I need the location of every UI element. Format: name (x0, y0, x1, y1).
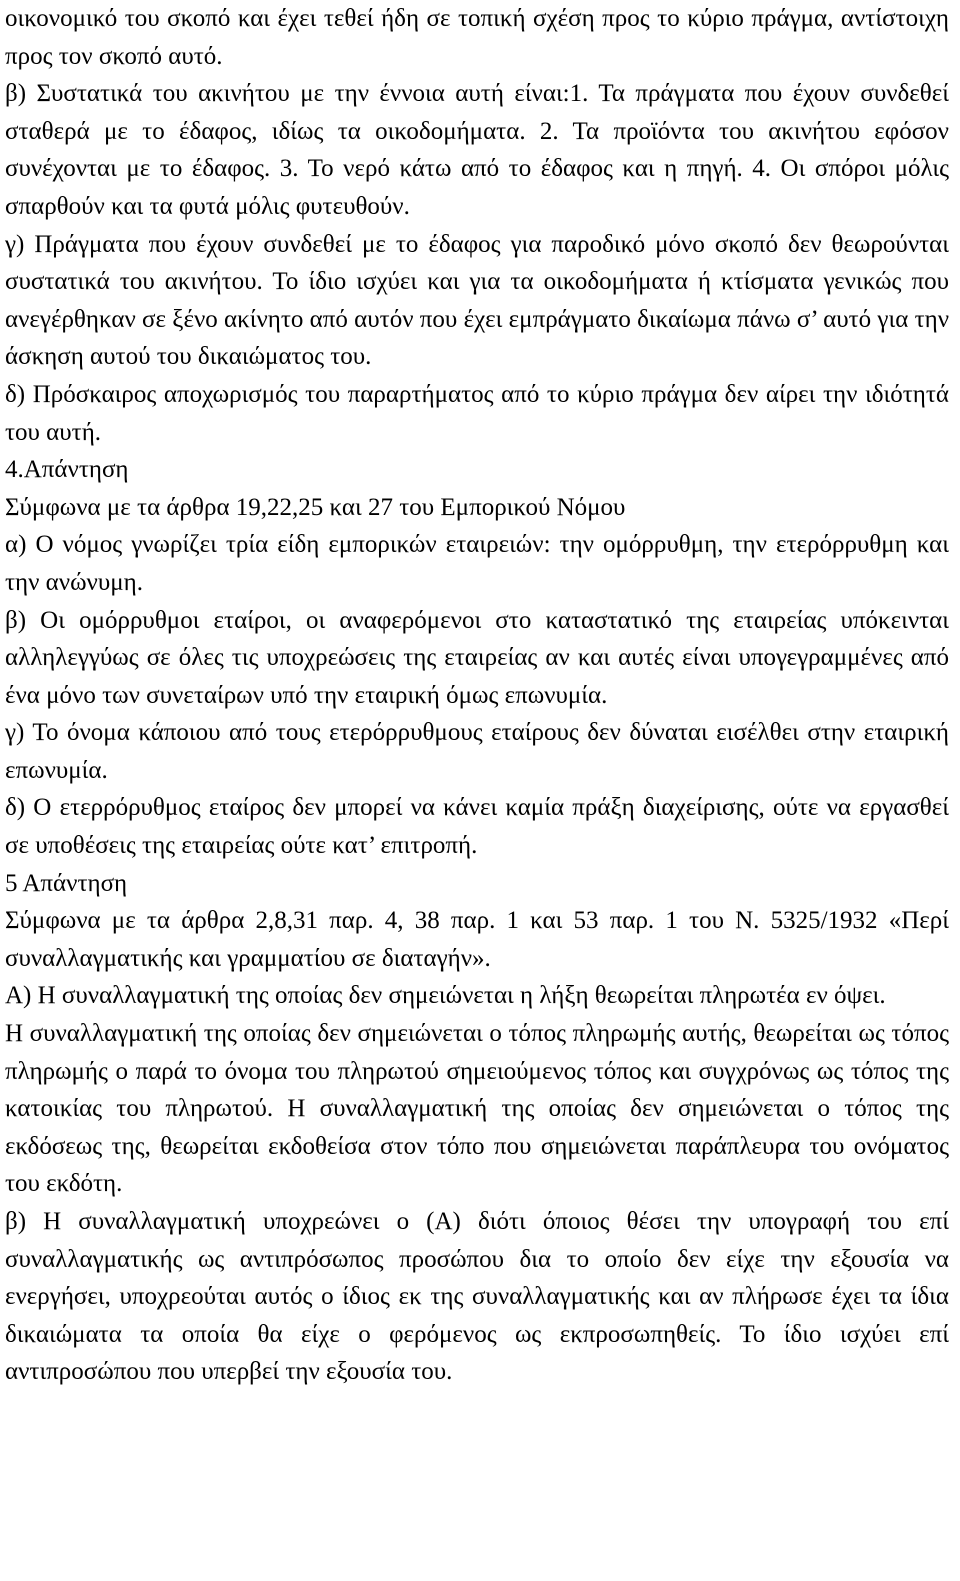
paragraph-b-components: β) Συστατικά του ακινήτου με την έννοια αυτή είναι:1. Τα πράγματα που έχουν συνδεθεί σταθερά με το έδαφος, ιδίως τα οικοδομήματα. 2. Τα προϊόντα του ακινήτου εφόσον συνέχονται με το έδαφος. 3. Το νερό κάτω από το έδαφος και η πηγή. 4. Οι σπόροι μόλις σπαρθούν και τα φυτά μόλις φυτευθούν. (5, 80, 949, 220)
paragraph-articles-law-5325: Σύμφωνα με τα άρθρα 2,8,31 παρ. 4, 38 παρ. 1 και 53 παρ. 1 του Ν. 5325/1932 «Περί συναλλαγματικής και γραμματίου σε διαταγήν». (5, 907, 949, 972)
heading-answer-4: 4.Απάντηση (5, 456, 129, 484)
paragraph-bill-place-of-payment: Η συναλλαγματική της οποίας δεν σημειώνεται ο τόπος πληρωμής αυτής, θεωρείται ως τόπος πληρωμής ο παρά το όνομα του πληρωτού σημειούμενος τόπος και συγχρόνως ως τόπος της κατοικίας του πληρωτού. Η συναλλαγματική της οποίας δεν σημειώνεται ο τόπος της εκδόσεως της, θεωρείται εκδοθείσα στον τόπο που σημειώνεται παράπλευρα του ονόματος του εκδότη. (5, 1020, 949, 1198)
paragraph-d-temporary-separation: δ) Πρόσκαιρος αποχωρισμός του παραρτήματος από το κύριο πράγμα δεν αίρει την ιδιότητά του αυτή. (5, 380, 949, 446)
paragraph-a-company-types: α) Ο νόμος γνωρίζει τρία είδη εμπορικών εταιρειών: την ομόρρυθμη, την ετερόρρυθμη και την ανώνυμη. (5, 531, 949, 596)
document-page (5, 0, 949, 1391)
paragraph-c-temporary-purpose: γ) Πράγματα που έχουν συνδεθεί με το έδαφος για παροδικό μόνο σκοπό δεν θεωρούνται συστατικά του ακινήτου. Το ίδιο ισχύει και για τα οικοδομήματα ή κτίσματα γενικώς που ανεγέρθηκαν σε ξένο ακίνητο από αυτόν που έχει εμπράγματο δικαίωμα πάνω σ’ αυτό για την άσκηση αυτού του δικαιώματος του. (5, 230, 949, 371)
paragraph-b-bill-representative: β) Η συναλλαγματική υποχρεώνει ο (Α) διότι όποιος θέσει την υπογραφή του επί συναλλαγματικής ως αντιπρόσωπος προσώπου δια το οποίο δεν είχε την εξουσία να ενεργήσει, υποχρεούται αυτός ο ίδιος εκ της συναλλαγματικής και αν πλήρωσε έχει τα ίδια δικαιώματα τα οποία θα είχε ο φερόμενος ως εκπροσωπηθείς. Το ίδιο ισχύει επί αντιπροσώπου που υπερβεί την εξουσία του. (5, 1208, 949, 1386)
paragraph-appurtenance-purpose: οικονομικό του σκοπό και έχει τεθεί ήδη σε τοπική σχέση προς το κύριο πράγμα, αντίστοιχη προς τον σκοπό αυτό. (5, 5, 949, 70)
heading-answer-5: 5 Απάντηση (5, 869, 128, 897)
paragraph-c-limited-partner-name: γ) Το όνομα κάποιου από τους ετερόρρυθμους εταίρους δεν δύναται εισέλθει στην εταιρική επωνυμία. (5, 719, 949, 784)
paragraph-a-bill-maturity: Α) Η συναλλαγματική της οποίας δεν σημειώνεται η λήξη θεωρείται πληρωτέα εν όψει. (5, 982, 886, 1010)
paragraph-b-general-partners: β) Οι ομόρρυθμοι εταίροι, οι αναφερόμενοι στο καταστατικό της εταιρείας υπόκεινται αλληλεγγύως σε όλες τις υποχρεώσεις της εταιρείας αν και αυτές είναι υπογεγραμμένες από ένα μόνο των συνεταίρων υπό την εταιρική όμως επωνυμία. (5, 606, 949, 709)
paragraph-articles-commercial-law: Σύμφωνα με τα άρθρα 19,22,25 και 27 του Εμπορικού Νόμου (5, 493, 626, 521)
paragraph-d-limited-partner-management: δ) Ο ετερρόρυθμος εταίρος δεν μπορεί να κάνει καμία πράξη διαχείρισης, ούτε να εργασθεί σε υποθέσεις της εταιρείας ούτε κατ’ επιτροπή. (5, 794, 949, 860)
